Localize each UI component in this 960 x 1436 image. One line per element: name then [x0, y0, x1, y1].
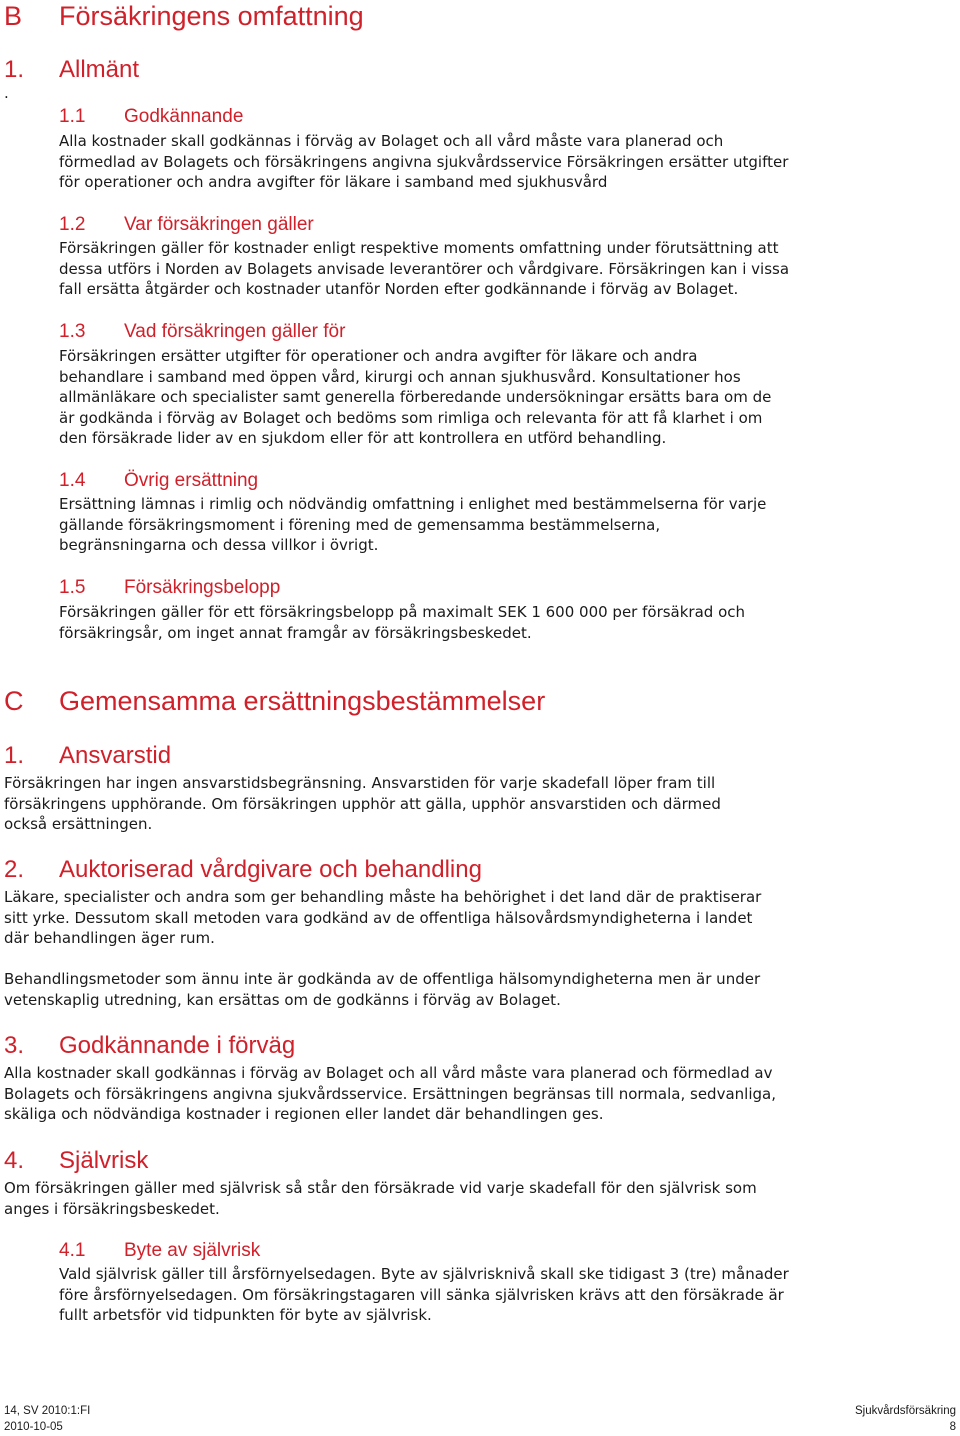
clause-number: 4.1: [59, 1240, 86, 1261]
footer-document-code: 14, SV 2010:1:FI: [4, 1405, 91, 1417]
body-line: Alla kostnader skall godkännas i förväg av Bolaget och all vård måste vara planerad och förmedlad av: [4, 1064, 773, 1082]
clause-number: 1.1: [59, 106, 86, 127]
body-line: sitt yrke. Dessutom skall metoden vara godkänd av de offentliga hälsovårdsmyndigheterna i landet: [4, 908, 753, 927]
subsection-body: [4, 1178, 757, 1219]
body-line: är godkända i förväg av Bolaget och bedöms som rimliga och relevanta för att få klarhet i om: [59, 408, 763, 427]
section-title: Gemensamma ersättningsbestämmelser: [59, 686, 546, 716]
clause-body: [59, 602, 745, 643]
body-line: Försäkringen ersätter utgifter för operationer och andra avgifter för läkare och andra: [59, 347, 698, 365]
clause-number: 1.3: [59, 321, 86, 342]
clause-title: Godkännande: [124, 106, 244, 127]
clause-number: 1.5: [59, 577, 86, 598]
subsection-title: Godkännande i förväg: [59, 1032, 296, 1059]
body-line: före årsförnyelsedagen. Om försäkringstagaren vill sänka självrisken krävs att den försäkrade är: [59, 1285, 784, 1304]
clause-body: [59, 131, 788, 193]
body-line: den försäkrade lider av en sjukdom eller för att kontrollera en utförd behandling.: [59, 429, 667, 447]
body-line: dessa utförs i Norden av Bolagets anvisade leverantörer och vårdgivare. Försäkringen kan i vissa: [59, 259, 790, 278]
body-line: skäliga och nödvändiga kostnader i regionen eller landet där behandlingen ges.: [4, 1105, 604, 1123]
body-line: Vald självrisk gäller till årsförnyelsedagen. Byte av självrisknivå skall ske tidigast 3 (tre) månader: [59, 1265, 789, 1283]
body-line: anges i försäkringsbeskedet.: [4, 1199, 220, 1218]
body-line: försäkringsår, om inget annat framgår av försäkringsbeskedet.: [59, 623, 532, 642]
body-line: försäkringens upphörande. Om försäkringen upphör att gälla, upphör ansvarstiden och därmed: [4, 794, 721, 813]
clause-body: [59, 238, 789, 300]
section-letter: B: [4, 1, 23, 31]
subsection-number: 3.: [4, 1032, 25, 1059]
body-line: fullt arbetsför vid tidpunkten för byte av självrisk.: [59, 1306, 432, 1324]
clause-title: Byte av självrisk: [124, 1240, 261, 1261]
subsection-number: 1.: [4, 56, 25, 83]
subsection-title: Ansvarstid: [59, 742, 172, 769]
clause-body: [59, 494, 766, 556]
subsection-title: Auktoriserad vårdgivare och behandling: [59, 856, 482, 883]
footer-page-number: 8: [949, 1421, 956, 1433]
subsection-number: 1.: [4, 742, 25, 769]
body-line: Ersättning lämnas i rimlig och nödvändig omfattning i enlighet med bestämmelserna för varje: [59, 495, 767, 513]
clause-title: Var försäkringen gäller: [124, 214, 314, 235]
body-line: Försäkringen gäller för kostnader enligt respektive moments omfattning under förutsättning att: [59, 239, 779, 257]
body-line: allmänläkare och specialister samt generella förberedande undersökningar ersätts bara om de: [59, 388, 772, 406]
body-line: Försäkringen gäller för ett försäkringsbelopp på maximalt SEK 1 600 000 per försäkrad och: [59, 603, 746, 621]
clause-title: Vad försäkringen gäller för: [124, 321, 346, 342]
body-line: begränsningarna och dessa villkor i övrigt.: [59, 536, 379, 554]
footer-product-name: Sjukvårdsförsäkring: [855, 1405, 956, 1417]
body-line: för operationer och andra avgifter för läkare i samband med sjukhusvård: [59, 173, 608, 191]
body-line: Läkare, specialister och andra som ger behandling måste ha behörighet i det land där de praktiserar: [4, 888, 762, 906]
clause-number: 1.2: [59, 214, 86, 235]
subsection-title: Självrisk: [59, 1147, 149, 1174]
body-line: Behandlingsmetoder som ännu inte är godkända av de offentliga hälsomyndigheterna men är under: [4, 970, 761, 988]
clause-title: Övrig ersättning: [124, 470, 259, 491]
clause-body: [59, 1264, 789, 1326]
body-line: Om försäkringen gäller med självrisk så står den försäkrade vid varje skadefall för den självrisk som: [4, 1179, 757, 1197]
stray-dot: .: [4, 84, 9, 102]
subsection-body: [4, 969, 760, 1010]
body-line: där behandlingen äger rum.: [4, 929, 215, 947]
subsection-title: Allmänt: [59, 56, 140, 83]
body-line: fall ersätta åtgärder och kostnader utanför Norden efter godkännande i förväg av Bolaget.: [59, 280, 739, 298]
clause-title: Försäkringsbelopp: [124, 577, 281, 598]
body-line: förmedlad av Bolagets och försäkringens angivna sjukvårdsservice Försäkringen ersätter utgifter: [59, 152, 789, 171]
body-line: Försäkringen har ingen ansvarstidsbegränsning. Ansvarstiden för varje skadefall löper fram till: [4, 774, 716, 792]
subsection-body: [4, 887, 761, 949]
body-line: behandlare i samband med öppen vård, kirurgi och annan sjukhusvård. Konsultationer hos: [59, 367, 741, 386]
section-title: Försäkringens omfattning: [59, 1, 364, 31]
subsection-body: [4, 773, 721, 835]
body-line: Bolagets och försäkringens angivna sjukvårdsservice. Ersättningen begränsas till normala, sedvanliga,: [4, 1084, 776, 1103]
body-line: också ersättningen.: [4, 815, 153, 833]
body-line: vetenskaplig utredning, kan ersättas om de godkänns i förväg av Bolaget.: [4, 990, 561, 1009]
clause-body: [59, 346, 771, 449]
subsection-number: 2.: [4, 856, 25, 883]
subsection-body: [4, 1063, 776, 1125]
section-letter: C: [4, 686, 24, 716]
body-line: gällande försäkringsmoment i förening med de gemensamma bestämmelserna,: [59, 515, 661, 534]
footer-date: 2010-10-05: [4, 1421, 63, 1433]
subsection-number: 4.: [4, 1147, 25, 1174]
clause-number: 1.4: [59, 470, 86, 491]
body-line: Alla kostnader skall godkännas i förväg av Bolaget och all vård måste vara planerad och: [59, 132, 724, 150]
